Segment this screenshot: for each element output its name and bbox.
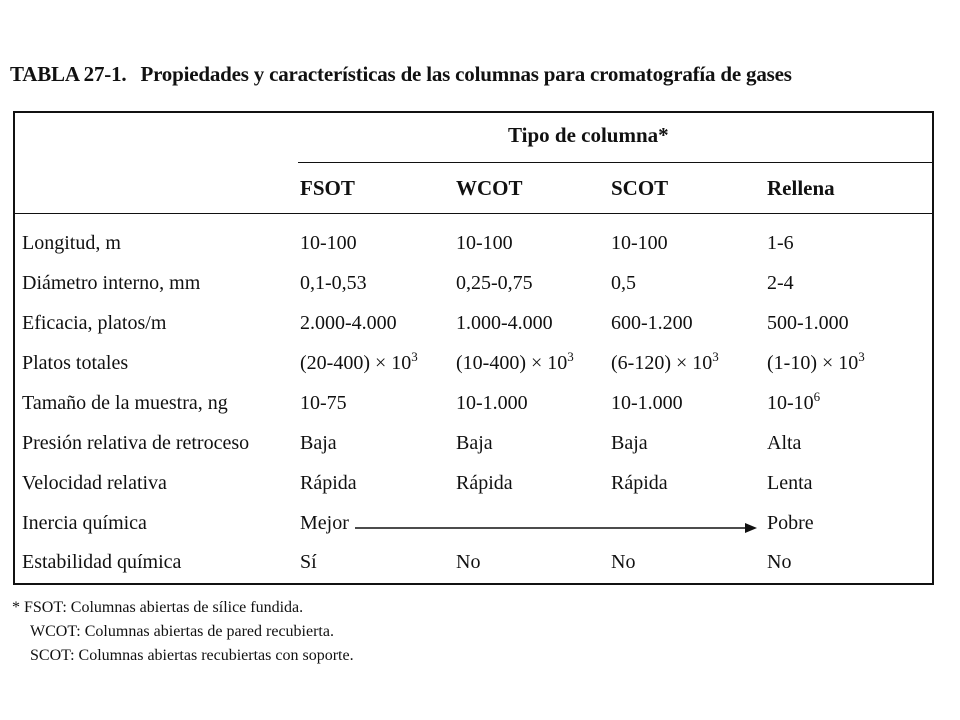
column-header-scot: SCOT — [611, 176, 669, 200]
table-cell — [767, 389, 821, 415]
table-cell: 10-100 — [456, 232, 513, 254]
table-cell — [611, 349, 719, 375]
table-cell: Baja — [300, 432, 337, 454]
table-cell: 2.000-4.000 — [300, 312, 397, 334]
cell-value: (10-400) × 10 — [456, 352, 568, 374]
table-cell — [300, 349, 418, 375]
table-cell: Lenta — [767, 472, 813, 494]
table-cell: 0,25-0,75 — [456, 272, 533, 294]
table-cell: 0,1-0,53 — [300, 272, 367, 294]
row-label: Eficacia, platos/m — [22, 312, 167, 334]
group-header: Tipo de columna* — [508, 123, 669, 147]
table-cell: 1-6 — [767, 232, 794, 254]
row-label: Longitud, m — [22, 232, 121, 254]
column-header-wcot: WCOT — [456, 176, 523, 200]
right-arrow-icon — [355, 522, 757, 534]
table-cell: 1.000-4.000 — [456, 312, 553, 334]
table-number: TABLA 27-1. — [10, 62, 127, 86]
exponent: 3 — [858, 349, 865, 364]
table-cell: 500-1.000 — [767, 312, 849, 334]
footnote: SCOT: Columnas abiertas recubiertas con soporte. — [30, 647, 354, 664]
table-cell: Baja — [456, 432, 493, 454]
header-body-rule — [13, 213, 934, 214]
row-label: Diámetro interno, mm — [22, 272, 201, 294]
table-cell — [456, 349, 574, 375]
exponent: 6 — [813, 389, 821, 404]
row-label: Platos totales — [22, 352, 129, 374]
table-cell: Sí — [300, 551, 317, 573]
cell-value: 10-10 — [767, 392, 814, 414]
table-cell: 10-75 — [300, 392, 347, 414]
table-title — [10, 62, 792, 87]
column-header-fsot: FSOT — [300, 176, 355, 200]
table-cell: Rápida — [300, 472, 357, 494]
cell-value: (6-120) × 10 — [611, 352, 713, 374]
row-label: Tamaño de la muestra, ng — [22, 392, 228, 414]
table-cell: 2-4 — [767, 272, 794, 294]
exponent: 3 — [411, 349, 418, 364]
cell-value: (20-400) × 10 — [300, 352, 412, 374]
exponent: 3 — [567, 349, 574, 364]
group-header-rule — [298, 162, 934, 163]
table-cell: 10-100 — [300, 232, 357, 254]
table-cell — [767, 349, 865, 375]
table-cell: 600-1.200 — [611, 312, 693, 334]
table-cell: No — [767, 551, 792, 573]
table-cell: 10-100 — [611, 232, 668, 254]
table-cell: No — [456, 551, 481, 573]
row-label: Presión relativa de retroceso — [22, 432, 250, 454]
table-cell: Mejor — [300, 512, 349, 534]
row-label: Velocidad relativa — [22, 472, 167, 494]
table-cell: Rápida — [456, 472, 513, 494]
table-cell: Pobre — [767, 512, 814, 534]
table-caption: Propiedades y características de las columnas para cromatografía de gases — [140, 62, 792, 86]
footnote: WCOT: Columnas abiertas de pared recubierta. — [30, 623, 334, 640]
table-cell: Baja — [611, 432, 648, 454]
exponent: 3 — [712, 349, 719, 364]
table-cell: 10-1.000 — [611, 392, 683, 414]
column-header-rellena: Rellena — [767, 176, 835, 200]
cell-value: (1-10) × 10 — [767, 352, 859, 374]
table-cell: 10-1.000 — [456, 392, 528, 414]
table-cell: 0,5 — [611, 272, 636, 294]
row-label: Estabilidad química — [22, 551, 182, 573]
footnote: * FSOT: Columnas abiertas de sílice fundida. — [12, 599, 304, 616]
table-cell: Alta — [767, 432, 802, 454]
row-label: Inercia química — [22, 512, 147, 534]
table-cell: Rápida — [611, 472, 668, 494]
table-cell: No — [611, 551, 636, 573]
